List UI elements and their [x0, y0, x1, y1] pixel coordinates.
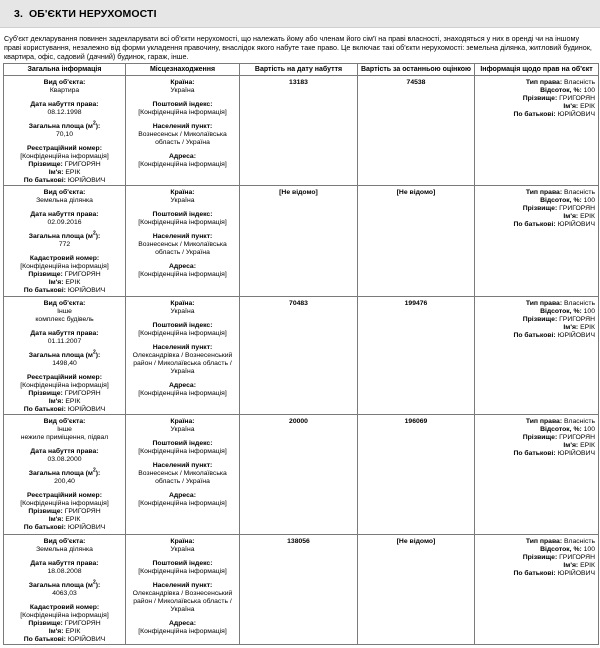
rights-cell: Тип права: Власність Відсоток, %: 100 Прізвище: ГРИГОРЯН Ім'я: ЕРІК По батькові: ЮРІЙОВИЧ — [475, 186, 599, 297]
cost-acquisition-cell: 20000 — [240, 415, 358, 535]
col-rights-info: Інформація щодо прав на об'єкт — [475, 64, 599, 76]
general-info-cell: Вид об'єкта: Земельна ділянка Дата набуття права: 18.08.2008 Загальна площа $(м^2)$: 4063,03 Кадастровий номер: [Конфіденційна інформація] Прізвище: ГРИГОРЯН Ім'я: ЕРІК По батькові: ЮРІЙОВИЧ — [4, 535, 126, 645]
table-header-row — [4, 64, 599, 76]
col-location: Місцезнаходження — [126, 64, 240, 76]
rights-cell: Тип права: Власність Відсоток, %: 100 Прізвище: ГРИГОРЯН Ім'я: ЕРІК По батькові: ЮРІЙОВИЧ — [475, 297, 599, 415]
cost-acquisition-cell: [Не відомо] — [240, 186, 358, 297]
cost-estimate-cell: [Не відомо] — [358, 186, 475, 297]
location-cell: Країна: Україна Поштовий індекс: [Конфіденційна інформація] Населений пункт: Олександрівка / Вознесенський район / Миколаївська область / Україна Адреса: [Конфіденційна інформація] — [126, 297, 240, 415]
location-cell: Країна: Україна Поштовий індекс: [Конфіденційна інформація] Населений пункт: Вознесенськ / Миколаївська область / Україна Адреса: [Конфіденційна інформація] — [126, 186, 240, 297]
table-row — [4, 297, 599, 415]
table-row — [4, 415, 599, 535]
location-cell: Країна: Україна Поштовий індекс: [Конфіденційна інформація] Населений пункт: Вознесенськ / Миколаївська область / Україна Адреса: [Конфіденційна інформація] — [126, 76, 240, 186]
general-info-cell: Вид об'єкта: Земельна ділянка Дата набуття права: 02.09.2016 Загальна площа $(м^2)$: 772 Кадастровий номер: [Конфіденційна інформація] Прізвище: ГРИГОРЯН Ім'я: ЕРІК По батькові: ЮРІЙОВИЧ — [4, 186, 126, 297]
location-cell: Країна: Україна Поштовий індекс: [Конфіденційна інформація] Населений пункт: Олександрівка / Вознесенський район / Миколаївська область / Україна Адреса: [Конфіденційна інформація] — [126, 535, 240, 645]
cost-estimate-cell: [Не відомо] — [358, 535, 475, 645]
cost-estimate-cell: 74538 — [358, 76, 475, 186]
cost-acquisition-cell: 13183 — [240, 76, 358, 186]
section-title: 3. ОБ'ЄКТИ НЕРУХОМОСТІ — [14, 7, 157, 20]
rights-cell: Тип права: Власність Відсоток, %: 100 Прізвище: ГРИГОРЯН Ім'я: ЕРІК По батькові: ЮРІЙОВИЧ — [475, 415, 599, 535]
location-cell: Країна: Україна Поштовий індекс: [Конфіденційна інформація] Населений пункт: Вознесенськ / Миколаївська область / Україна Адреса: [Конфіденційна інформація] — [126, 415, 240, 535]
table-row — [4, 186, 599, 297]
table-row — [4, 76, 599, 186]
cost-acquisition-cell: 70483 — [240, 297, 358, 415]
table-row — [4, 535, 599, 645]
general-info-cell: Вид об'єкта: Квартира Дата набуття права: 08.12.1998 Загальна площа $(м^2)$: 70,10 Реєстраційний номер: [Конфіденційна інформація] Прізвище: ГРИГОРЯН Ім'я: ЕРІК По батькові: ЮРІЙОВИЧ — [4, 76, 126, 186]
col-general-info: Загальна інформація — [4, 64, 126, 76]
general-info-cell: Вид об'єкта: Інше нежиле приміщення, підвал Дата набуття права: 03.08.2000 Загальна площа $(м^2)$: 200,40 Реєстраційний номер: [Конфіденційна інформація] Прізвище: ГРИГОРЯН Ім'я: ЕРІК По батькові: ЮРІЙОВИЧ — [4, 415, 126, 535]
rights-cell: Тип права: Власність Відсоток, %: 100 Прізвище: ГРИГОРЯН Ім'я: ЕРІК По батькові: ЮРІЙОВИЧ — [475, 76, 599, 186]
rights-cell: Тип права: Власність Відсоток, %: 100 Прізвище: ГРИГОРЯН Ім'я: ЕРІК По батькові: ЮРІЙОВИЧ — [475, 535, 599, 645]
section-intro: Суб'єкт декларування повинен задекларувати всі об'єкти нерухомості, що належать йому або членам його сім'ї на праві власності, знаходяться у них в оренді чи на іншому праві користування, незалежно від форми укладення правочину, внаслідок якого набуте таке право. Це включає такі об'єкти нерухомості: земельна ділянка, житловий будинок, квартира, офіс, садовий (дачний) будинок, гараж, інше. — [4, 34, 592, 61]
cost-acquisition-cell: 138056 — [240, 535, 358, 645]
cost-estimate-cell: 196069 — [358, 415, 475, 535]
real-estate-table — [3, 63, 599, 645]
section-header — [0, 0, 600, 28]
col-cost-acquisition: Вартість на дату набуття — [240, 64, 358, 76]
col-cost-estimate: Вартість за останньою оцінкою — [358, 64, 475, 76]
general-info-cell: Вид об'єкта: Інше комплекс будівель Дата набуття права: 01.11.2007 Загальна площа $(м^2)$: 1498,40 Реєстраційний номер: [Конфіденційна інформація] Прізвище: ГРИГОРЯН Ім'я: ЕРІК По батькові: ЮРІЙОВИЧ — [4, 297, 126, 415]
cost-estimate-cell: 199476 — [358, 297, 475, 415]
